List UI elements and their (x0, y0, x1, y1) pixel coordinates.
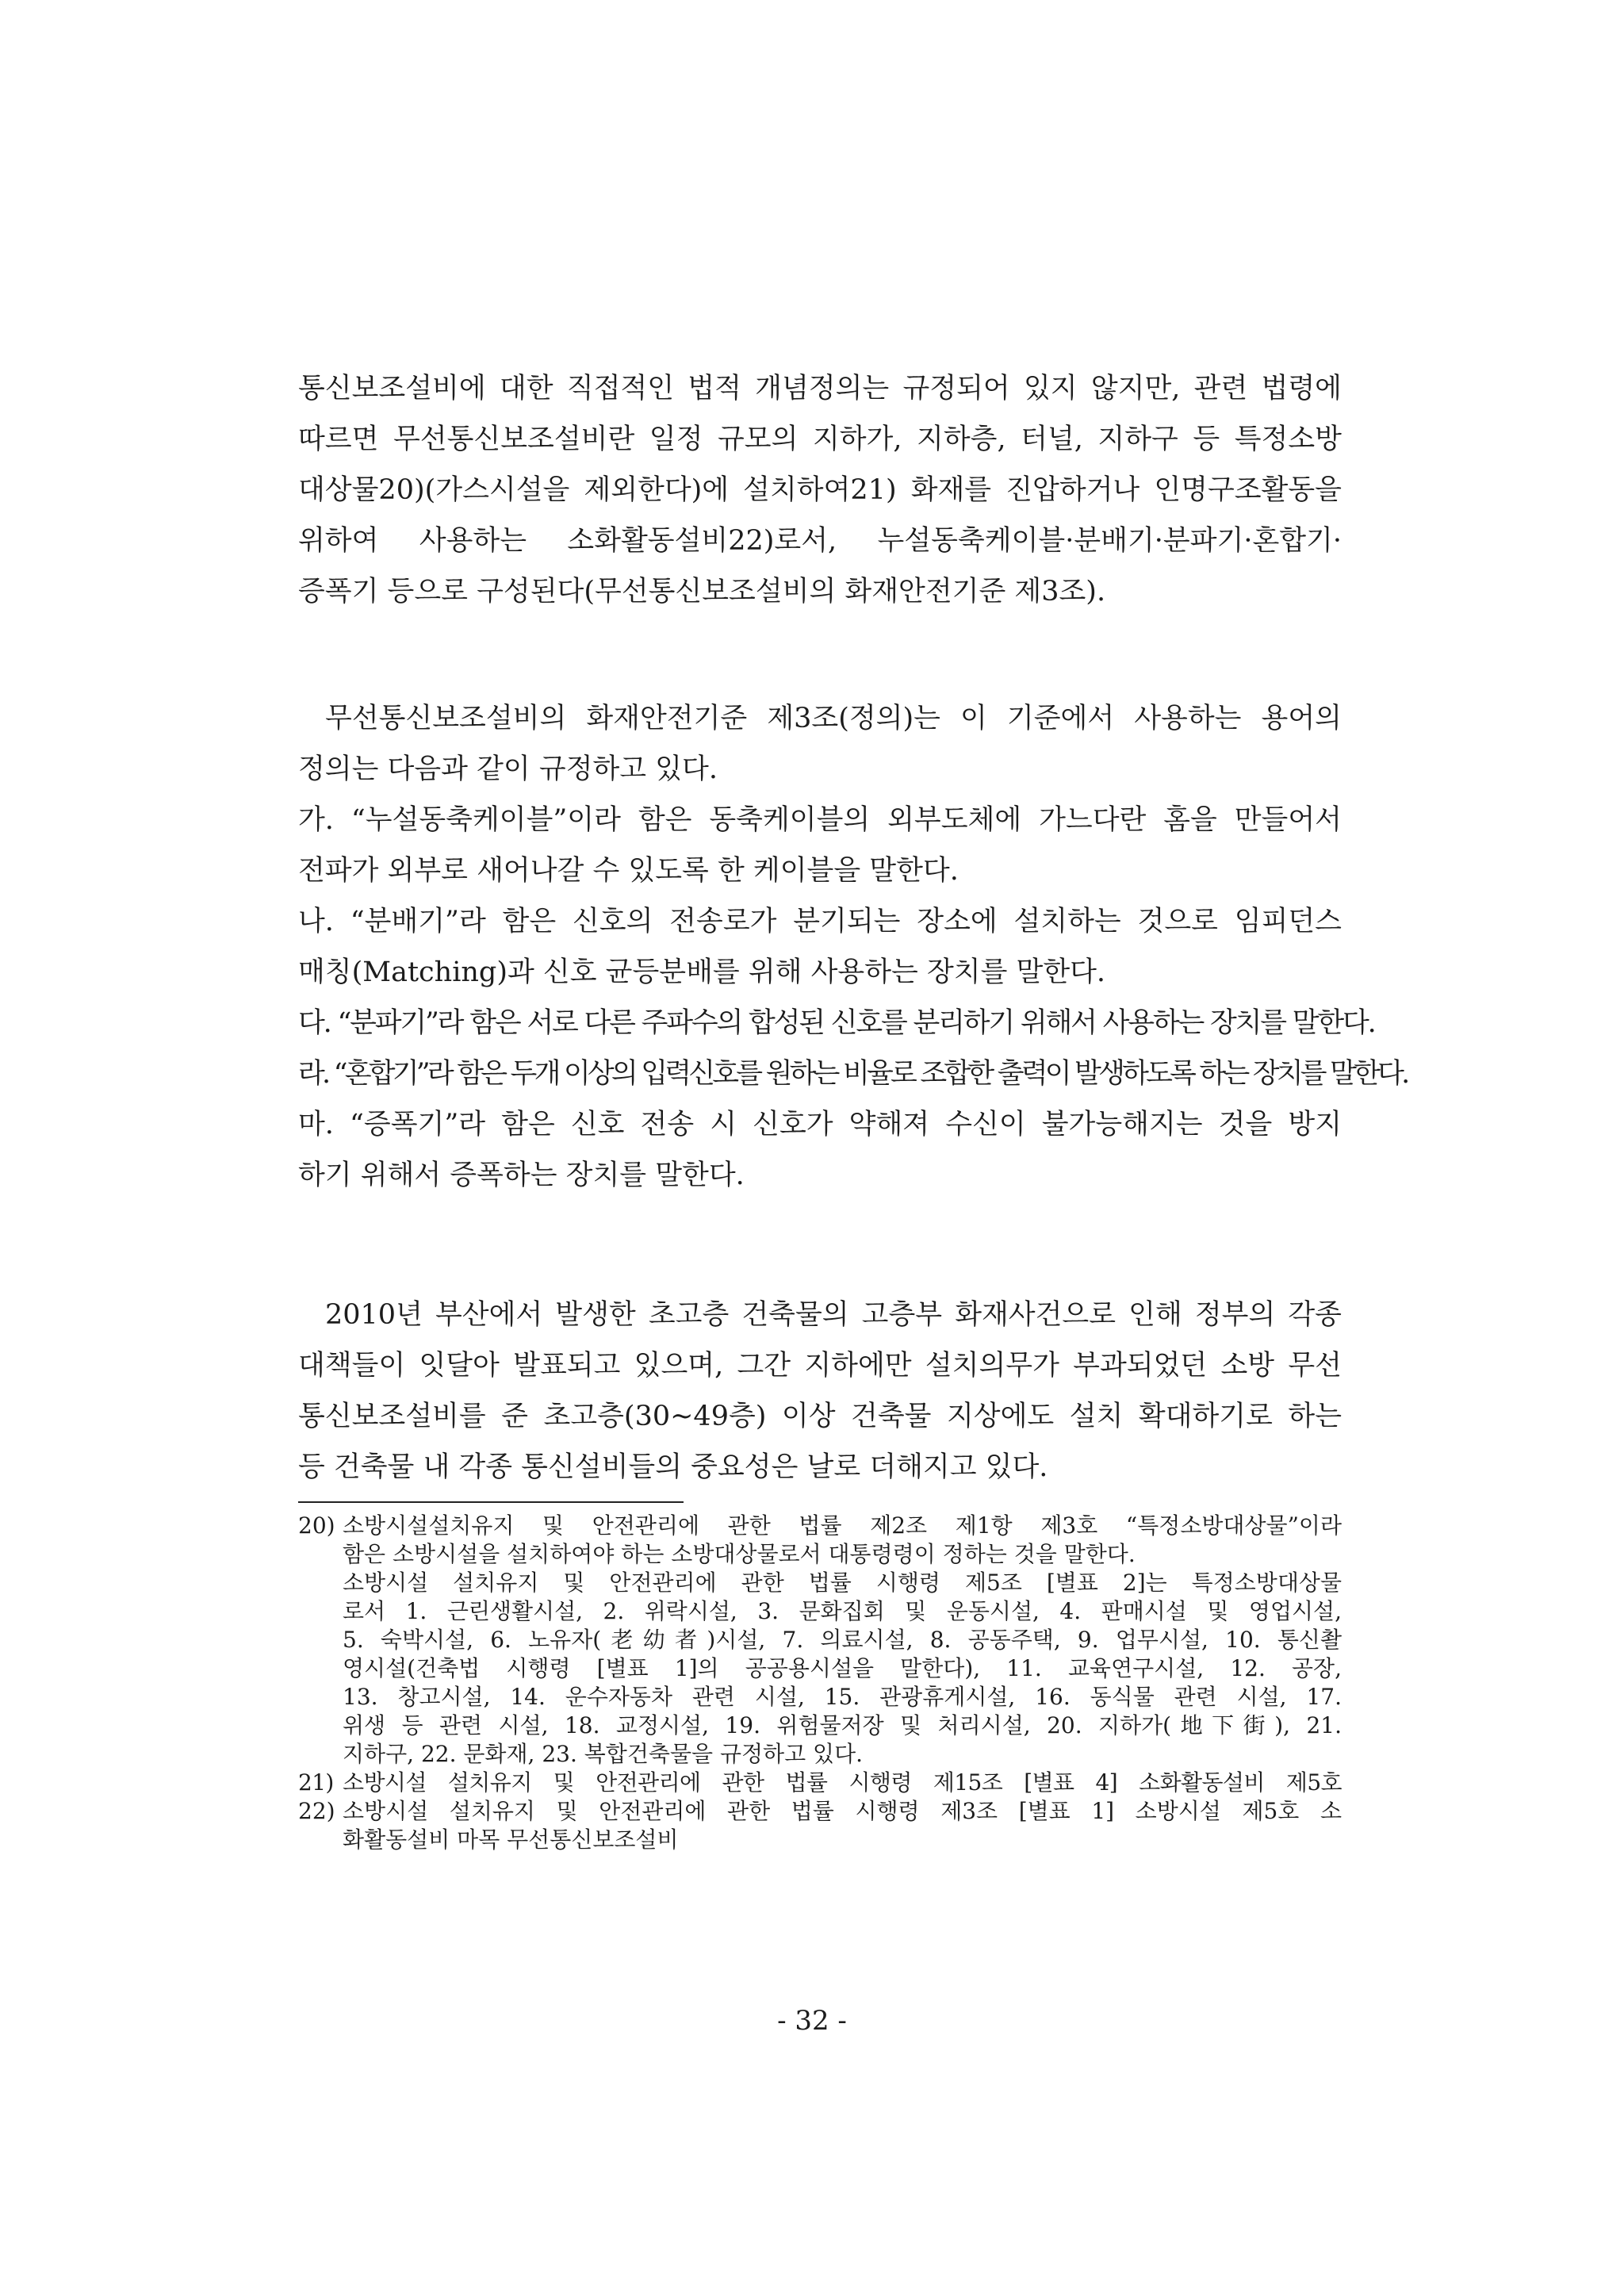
footnote-line: 13. 창고시설, 14. 운수자동차 관련 시설, 15. 관광휴게시설, 16. 동식물 관련 시설, 17. (343, 1684, 1342, 1710)
footnote-text: 소방시설설치유지 및 안전관리에 관한 법률 제2조 제1항 제3호 “특정소방대상물”이라 (343, 1512, 1342, 1539)
paragraph-definition (298, 363, 1342, 617)
footnote-line (298, 1512, 1342, 1540)
footnote-separator (298, 1501, 684, 1503)
paragraph-busan-fire (298, 1290, 1342, 1493)
definition-item-ra: 라. “혼합기”라 함은 두개 이상의 입력신호를 원하는 비율로 조합한 출력이 발생하도록 하는 장치를 말한다. (298, 1058, 1408, 1090)
footnote-text: 소방시설 설치유지 및 안전관리에 관한 법률 시행령 제3조 [별표 1] 소방시설 제5호 소 (343, 1798, 1342, 1824)
footnote-20 (298, 1512, 1342, 1769)
footnote-line: 로서 1. 근린생활시설, 2. 위락시설, 3. 문화집회 및 운동시설, 4. 판매시설 및 영업시설, (343, 1598, 1342, 1624)
footnote-line: 5. 숙박시설, 6. 노유자(老幼者)시설, 7. 의료시설, 8. 공동주택, 9. 업무시설, 10. 통신촬 (343, 1627, 1342, 1653)
definition-item-na: 나. “분배기”라 함은 신호의 전송로가 분기되는 장소에 설치하는 것으로 임피던스 (298, 906, 1342, 937)
text-line: 통신보조설비를 준 초고층(30~49층) 이상 건축물 지상에도 설치 확대하기로 하는 (298, 1401, 1342, 1432)
footnote-line: 소방시설 설치유지 및 안전관리에 관한 법률 시행령 제5조 [별표 2]는 특정소방대상물 (343, 1570, 1342, 1596)
footnote-line: 함은 소방시설을 설치하여야 하는 소방대상물로서 대통령령이 정하는 것을 말한다. (343, 1541, 1136, 1567)
footnote-line (298, 1769, 1342, 1797)
text-line: 등 건축물 내 각종 통신설비들의 중요성은 날로 더해지고 있다. (298, 1451, 1048, 1483)
page-number: - 32 - (777, 2005, 847, 2037)
text-line: 2010년 부산에서 발생한 초고층 건축물의 고층부 화재사건으로 인해 정부의 각종 (325, 1299, 1342, 1331)
text-line: 대책들이 잇달아 발표되고 있으며, 그간 지하에만 설치의무가 부과되었던 소방 무선 (298, 1350, 1342, 1382)
text-line: 증폭기 등으로 구성된다(무선통신보조설비의 화재안전기준 제3조). (298, 576, 1106, 608)
footnote-line: 영시설(건축법 시행령 [별표 1]의 공공용시설을 말한다), 11. 교육연구시설, 12. 공장, (343, 1655, 1342, 1681)
paragraph-term-definitions (298, 693, 1408, 1201)
definition-item-ma: 마. “증폭기”라 함은 신호 전송 시 신호가 약해져 수신이 불가능해지는 것을 방지 (298, 1109, 1342, 1140)
text-line: 무선통신보조설비의 화재안전기준 제3조(정의)는 이 기준에서 사용하는 용어의 (325, 703, 1342, 734)
text-line: 하기 위해서 증폭하는 장치를 말한다. (298, 1159, 745, 1191)
footnote-line: 지하구, 22. 문화재, 23. 복합건축물을 규정하고 있다. (343, 1741, 864, 1767)
footnote-number: 22) (298, 1798, 335, 1824)
text-line: 대상물20)(가스시설을 제외한다)에 설치하여21) 화재를 진압하거나 인명구조활동을 (298, 474, 1342, 506)
footnote-22 (298, 1797, 1342, 1854)
footnote-line: 화활동설비 마목 무선통신보조설비 (343, 1826, 679, 1853)
text-line: 위하여 사용하는 소화활동설비22)로서, 누설동축케이블·분배기·분파기·혼합기· (298, 525, 1342, 557)
text-line: 정의는 다음과 같이 규정하고 있다. (298, 753, 718, 785)
footnote-line (298, 1797, 1342, 1826)
footnote-line: 위생 등 관련 시설, 18. 교정시설, 19. 위험물저장 및 처리시설, 20. 지하가(地下街), 21. (343, 1712, 1342, 1738)
text-line: 통신보조설비에 대한 직접적인 법적 개념정의는 규정되어 있지 않지만, 관련 법령에 (298, 373, 1342, 404)
footnote-21 (298, 1769, 1342, 1797)
footnote-number: 21) (298, 1769, 334, 1796)
text-line: 매칭(Matching)과 신호 균등분배를 위해 사용하는 장치를 말한다. (298, 956, 1106, 988)
footnote-text: 소방시설 설치유지 및 안전관리에 관한 법률 시행령 제15조 [별표 4] 소화활동설비 제5호 (343, 1769, 1342, 1796)
footnote-number: 20) (298, 1512, 335, 1539)
definition-item-ga: 가. “누설동축케이블”이라 함은 동축케이블의 외부도체에 가느다란 홈을 만들어서 (298, 804, 1342, 836)
text-line: 전파가 외부로 새어나갈 수 있도록 한 케이블을 말한다. (298, 855, 959, 887)
definition-item-da: 다. “분파기”라 함은 서로 다른 주파수의 합성된 신호를 분리하기 위해서 사용하는 장치를 말한다. (298, 1007, 1375, 1039)
text-line: 따르면 무선통신보조설비란 일정 규모의 지하가, 지하층, 터널, 지하구 등 특정소방 (298, 424, 1342, 455)
footnotes (298, 1512, 1342, 1854)
